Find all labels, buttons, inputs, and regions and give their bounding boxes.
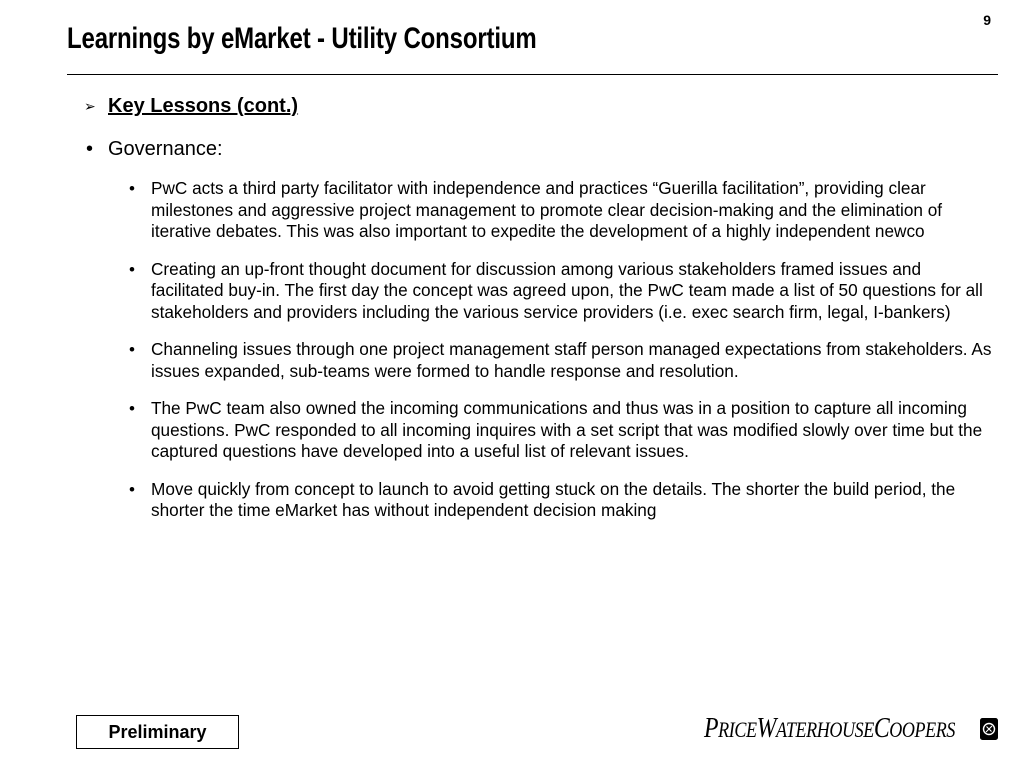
lessons-list xyxy=(84,178,994,522)
list-item-text: Channeling issues through one project management staff person managed expectations from stakeholders. As issues expanded, sub-teams were formed to handle response and resolution. xyxy=(151,339,992,381)
section-heading: Key Lessons (cont.) xyxy=(108,95,299,117)
bullet-icon: • xyxy=(86,138,94,160)
bullet-icon: • xyxy=(129,340,135,359)
list-item xyxy=(84,178,994,243)
governance-label: Governance: xyxy=(108,138,223,160)
preliminary-stamp: Preliminary xyxy=(76,715,239,749)
list-item xyxy=(84,259,994,324)
list-item xyxy=(84,398,994,463)
list-item xyxy=(84,479,994,522)
governance-item xyxy=(84,136,994,162)
list-item xyxy=(84,339,994,382)
company-logo xyxy=(704,712,998,745)
title-divider xyxy=(67,74,998,75)
bullet-icon: • xyxy=(129,399,135,418)
section-heading-row xyxy=(84,92,994,120)
pwc-emblem-icon xyxy=(980,718,998,740)
bullet-icon: • xyxy=(129,259,135,279)
arrow-bullet-icon: ➢ xyxy=(84,98,96,114)
list-item-text: The PwC team also owned the incoming communications and thus was in a position to capture all incoming questions. PwC responded to all incoming inquires with a set script that was modified slowly over time but the captured questions have developed into a useful list of relevant issues. xyxy=(151,398,983,461)
bullet-icon: • xyxy=(129,479,135,499)
list-item-text: Creating an up-front thought document for discussion among various stakeholders framed issues and facilitated buy-in. The first day the concept was agreed upon, the PwC team made a list of 50 questions for all stakeholders and providers including the various service providers (i.e. exec search firm, legal, I-bankers) xyxy=(151,258,983,322)
slide-content xyxy=(84,92,994,522)
list-item-text: PwC acts a third party facilitator with independence and practices “Guerilla facilitation”, providing clear milestones and aggressive project management to promote clear decision-making and the elimination of iterative debates. This was also important to expedite the development of a highly independent newco xyxy=(151,178,943,241)
logo-wordmark: PRICEWATERHOUSECOOPERS xyxy=(704,712,955,744)
list-item-text: Move quickly from concept to launch to avoid getting stuck on the details. The shorter the build period, the shorter the time eMarket has without independent decision making xyxy=(151,478,956,520)
slide-title: Learnings by eMarket - Utility Consortium xyxy=(67,22,537,55)
bullet-icon: • xyxy=(129,179,135,198)
page-number: 9 xyxy=(983,12,991,28)
